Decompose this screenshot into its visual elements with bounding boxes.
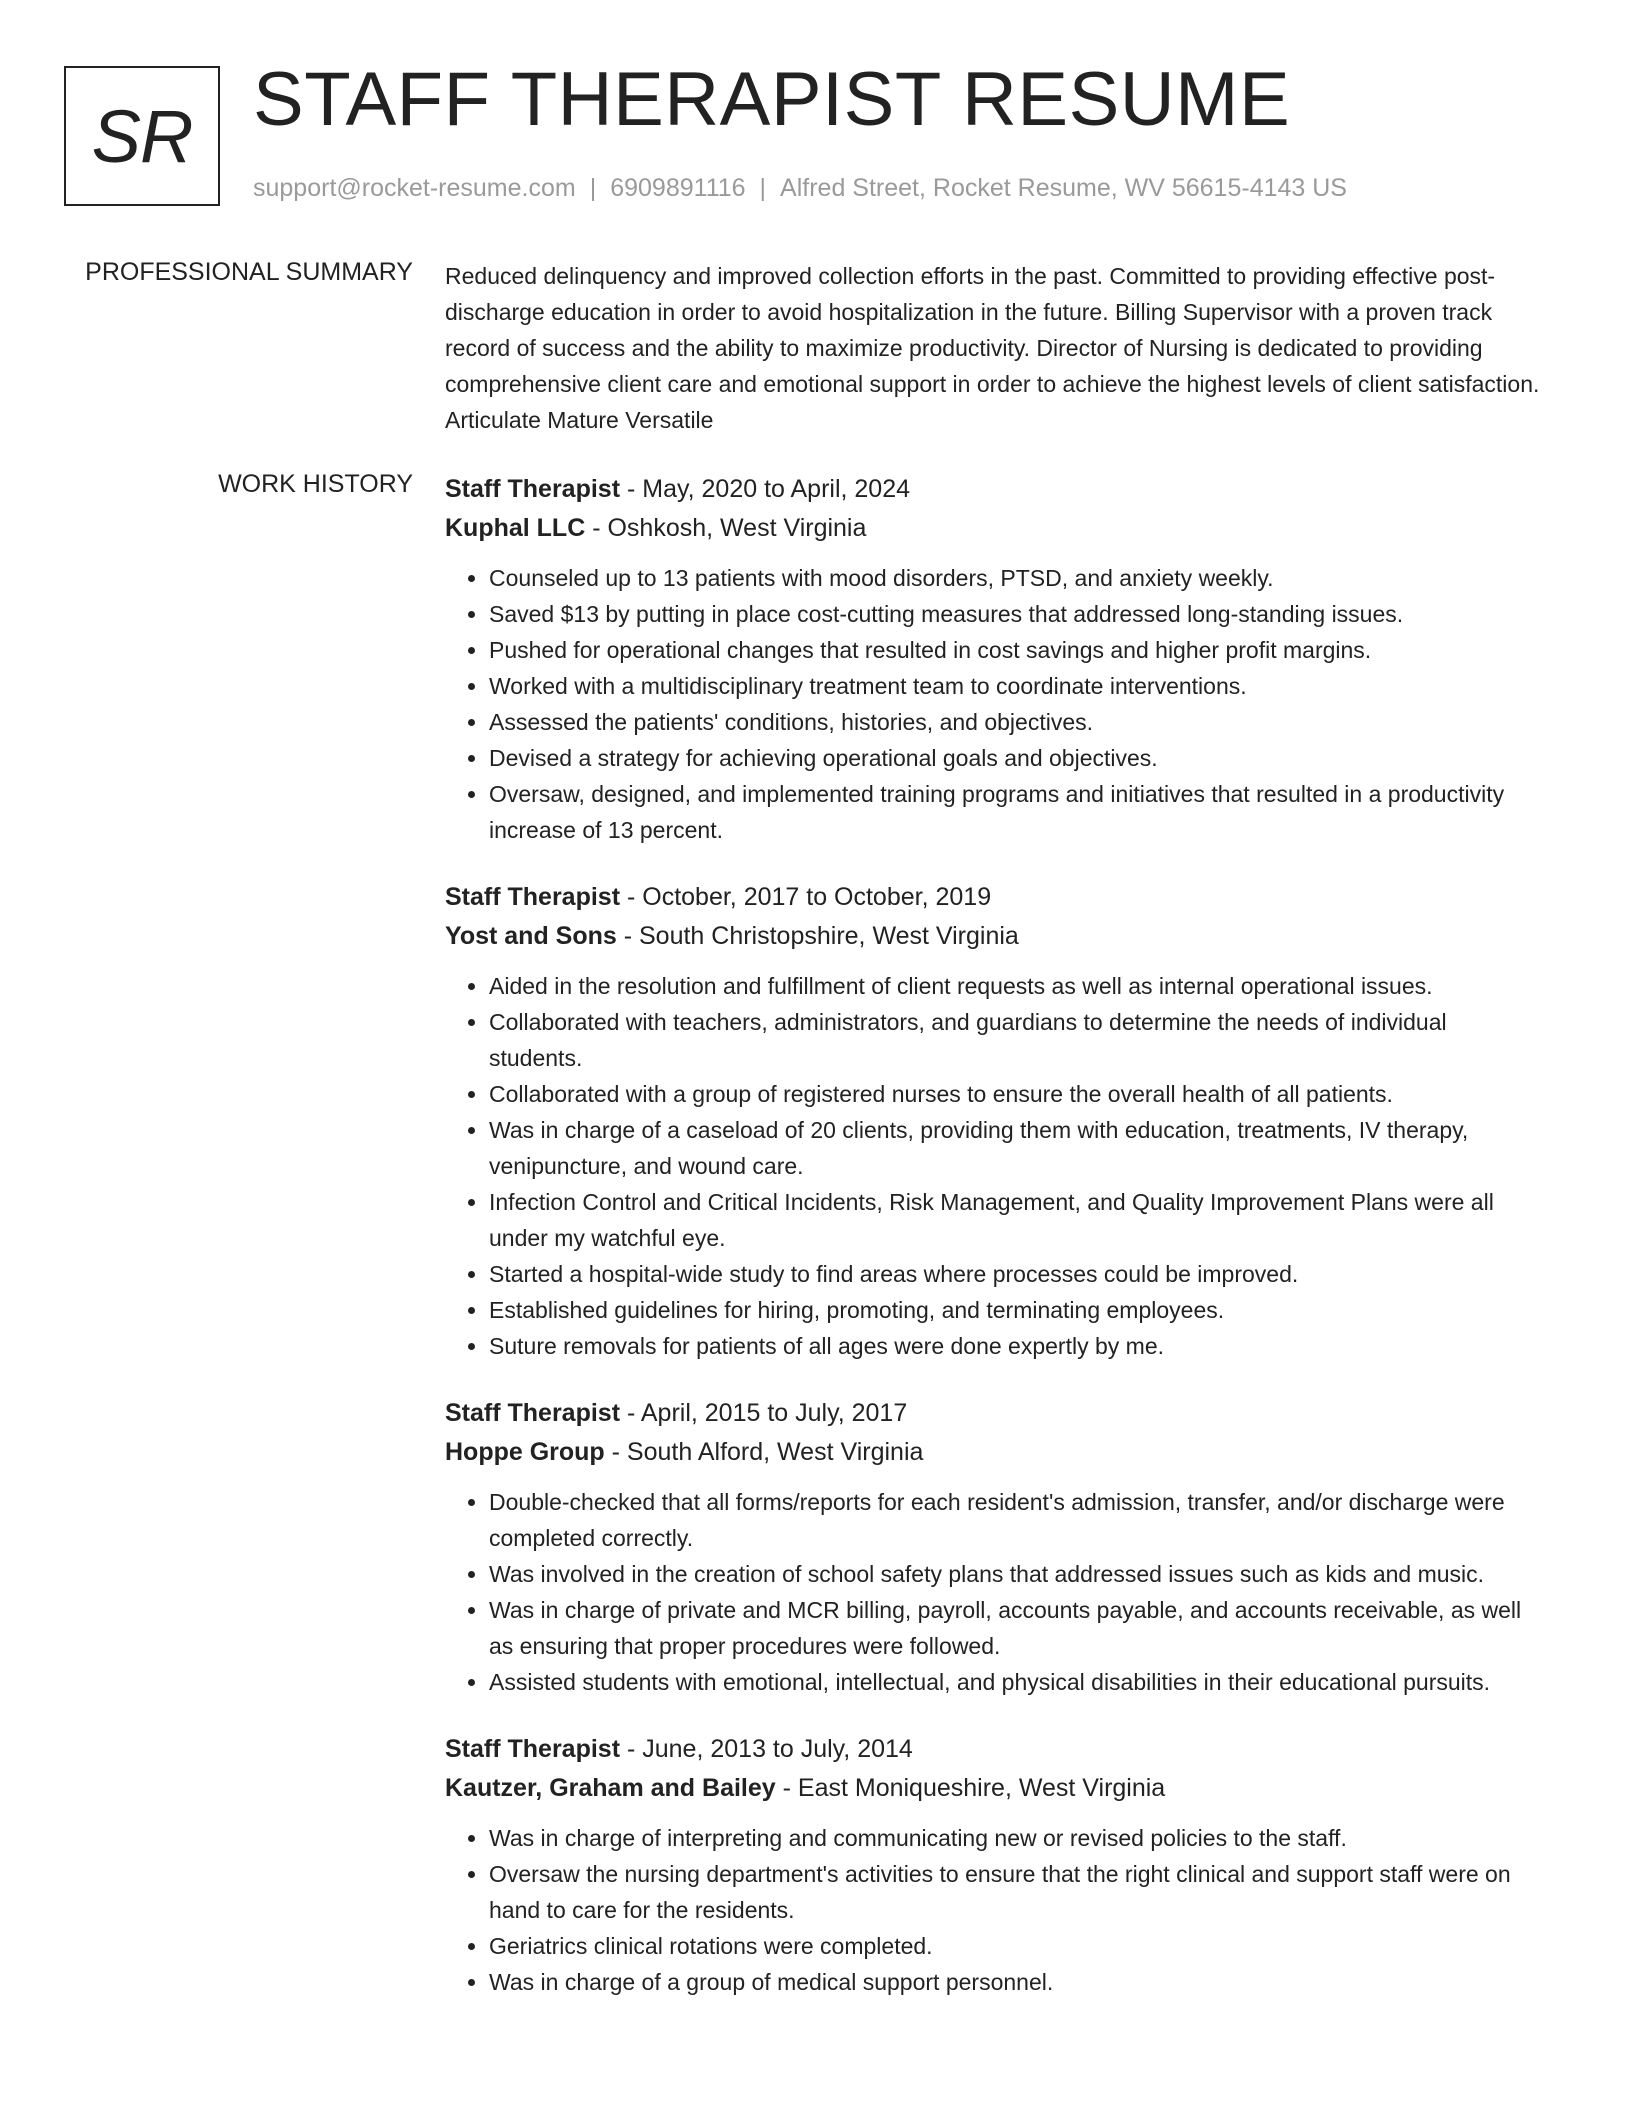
job-bullet: • Was involved in the creation of school safety plans that addressed issues such as kids and music. — [489, 1556, 1545, 1592]
contact-line — [253, 174, 1347, 203]
job-title: Staff Therapist — [445, 883, 621, 911]
job-bullet: • Saved $13 by putting in place cost-cutting measures that addressed long-standing issues. — [489, 596, 1545, 632]
job-title-line — [445, 470, 1545, 509]
job-company: Hoppe Group — [445, 1438, 605, 1466]
job-company: Yost and Sons — [445, 922, 617, 950]
job-location: - East Moniqueshire, West Virginia — [775, 1774, 1166, 1802]
contact-separator: | — [589, 174, 597, 202]
job-title: Staff Therapist — [445, 1735, 621, 1763]
job-company-line — [445, 917, 1545, 956]
job-bullet: • Was in charge of a caseload of 20 clients, providing them with education, treatments, IV therapy, venipuncture, and wound care. — [489, 1112, 1545, 1184]
job-dates: - October, 2017 to October, 2019 — [620, 883, 992, 911]
job-company-line — [445, 509, 1545, 548]
contact-address: Alfred Street, Rocket Resume, WV 56615-4143 US — [780, 174, 1347, 202]
job-title: Staff Therapist — [445, 475, 621, 503]
job-title: Staff Therapist — [445, 1399, 621, 1427]
monogram-initials: SR — [91, 94, 193, 178]
contact-phone: 6909891116 — [610, 174, 746, 202]
summary-body — [445, 258, 1545, 438]
job-title-line — [445, 878, 1545, 917]
job-location: - Oshkosh, West Virginia — [585, 514, 867, 542]
job-bullet: • Infection Control and Critical Incidents, Risk Management, and Quality Improvement Plans were all under my watchful eye. — [489, 1184, 1545, 1256]
job-bullet: • Assessed the patients' conditions, histories, and objectives. — [489, 704, 1545, 740]
job-bullet: • Was in charge of interpreting and communicating new or revised policies to the staff. — [489, 1820, 1545, 1856]
job-bullet: • Oversaw, designed, and implemented training programs and initiatives that resulted in a productivity increase of 13 percent. — [489, 776, 1545, 848]
job-bullet: • Counseled up to 13 patients with mood disorders, PTSD, and anxiety weekly. — [489, 560, 1545, 596]
contact-email: support@rocket-resume.com — [253, 174, 576, 202]
job-bullet: • Aided in the resolution and fulfillment of client requests as well as internal operational issues. — [489, 968, 1545, 1004]
job-dates: - May, 2020 to April, 2024 — [620, 475, 911, 503]
job-bullet: • Assisted students with emotional, intellectual, and physical disabilities in their educational pursuits. — [489, 1664, 1545, 1700]
work-history-label: WORK HISTORY — [218, 470, 413, 498]
job-bullet: • Was in charge of private and MCR billing, payroll, accounts payable, and accounts receivable, as well as ensuring that proper procedures were followed. — [489, 1592, 1545, 1664]
job-bullet: • Suture removals for patients of all ages were done expertly by me. — [489, 1328, 1545, 1364]
job-bullet: • Double-checked that all forms/reports for each resident's admission, transfer, and/or discharge were completed correctly. — [489, 1484, 1545, 1556]
job-bullet: • Established guidelines for hiring, promoting, and terminating employees. — [489, 1292, 1545, 1328]
monogram-logo — [64, 66, 220, 206]
job-company: Kuphal LLC — [445, 514, 586, 542]
page-title: STAFF THERAPIST RESUME — [253, 57, 1291, 142]
job-entry — [445, 878, 1545, 1364]
job-bullet: • Devised a strategy for achieving operational goals and objectives. — [489, 740, 1545, 776]
job-bullets — [445, 560, 1545, 848]
job-bullet: • Pushed for operational changes that resulted in cost savings and higher profit margins. — [489, 632, 1545, 668]
summary-label: PROFESSIONAL SUMMARY — [85, 258, 413, 286]
job-entry — [445, 1394, 1545, 1700]
job-bullet: • Collaborated with teachers, administrators, and guardians to determine the needs of individual students. — [489, 1004, 1545, 1076]
job-dates: - June, 2013 to July, 2014 — [620, 1735, 913, 1763]
job-entry — [445, 1730, 1545, 2000]
summary-text: Reduced delinquency and improved collection efforts in the past. Committed to providing effective post-discharge education in order to avoid hospitalization in the future. Billing Supervisor with a proven track record of success and the ability to maximize productivity. Director of Nursing is dedicated to providing comprehensive client care and emotional support in order to achieve the highest levels of client satisfaction. Articulate Mature Versatile — [445, 263, 1540, 433]
contact-separator: | — [759, 174, 767, 202]
job-bullets — [445, 1484, 1545, 1700]
job-title-line — [445, 1394, 1545, 1433]
job-company-line — [445, 1433, 1545, 1472]
job-bullets — [445, 1820, 1545, 2000]
work-history-body — [445, 470, 1545, 2030]
job-location: - South Alford, West Virginia — [604, 1438, 924, 1466]
job-bullet: • Collaborated with a group of registered nurses to ensure the overall health of all patients. — [489, 1076, 1545, 1112]
job-dates: - April, 2015 to July, 2017 — [620, 1399, 908, 1427]
job-bullet: • Geriatrics clinical rotations were completed. — [489, 1928, 1545, 1964]
job-location: - South Christopshire, West Virginia — [616, 922, 1019, 950]
job-entry — [445, 470, 1545, 848]
job-bullet: • Was in charge of a group of medical support personnel. — [489, 1964, 1545, 2000]
job-title-line — [445, 1730, 1545, 1769]
job-bullet: • Oversaw the nursing department's activities to ensure that the right clinical and support staff were on hand to care for the residents. — [489, 1856, 1545, 1928]
job-bullets — [445, 968, 1545, 1364]
job-bullet: • Worked with a multidisciplinary treatment team to coordinate interventions. — [489, 668, 1545, 704]
job-bullet: • Started a hospital-wide study to find areas where processes could be improved. — [489, 1256, 1545, 1292]
job-company-line — [445, 1769, 1545, 1808]
job-company: Kautzer, Graham and Bailey — [445, 1774, 776, 1802]
